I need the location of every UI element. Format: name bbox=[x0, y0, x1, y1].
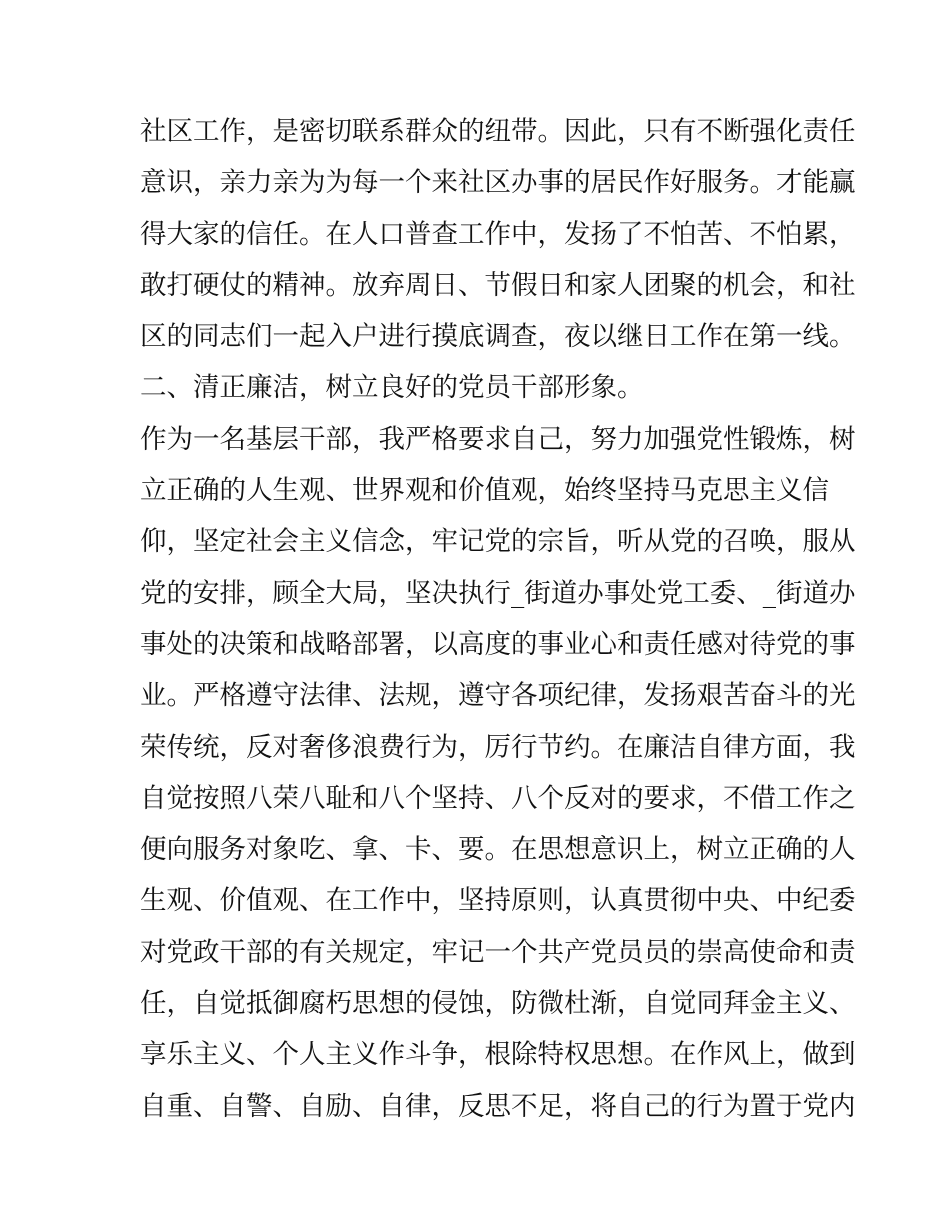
body-text bbox=[140, 106, 856, 1132]
text-line: 仰，坚定社会主义信念，牢记党的宗旨，听从党的召唤，服从 bbox=[140, 526, 856, 558]
text-line: 意识，亲力亲为为每一个来社区办事的居民作好服务。才能赢 bbox=[140, 167, 856, 199]
text-line: 业。严格遵守法律、法规，遵守各项纪律，发扬艰苦奋斗的光 bbox=[140, 680, 856, 712]
text-line: 敢打硬仗的精神。放弃周日、节假日和家人团聚的机会，和社 bbox=[140, 269, 856, 301]
text-line: 区的同志们一起入户进行摸底调查，夜以继日工作在第一线。 bbox=[140, 321, 856, 353]
text-line: 荣传统，反对奢侈浪费行为，厉行节约。在廉洁自律方面，我 bbox=[140, 731, 856, 763]
text-line: 社区工作，是密切联系群众的纽带。因此，只有不断强化责任 bbox=[140, 116, 856, 147]
text-line: 自觉按照八荣八耻和八个坚持、八个反对的要求，不借工作之 bbox=[140, 782, 856, 814]
text-line: 党的安排，顾全大局，坚决执行_街道办事处党工委、_街道办 bbox=[140, 577, 856, 609]
text-line: 立正确的人生观、世界观和价值观，始终坚持马克思主义信 bbox=[140, 475, 829, 507]
text-line: 便向服务对象吃、拿、卡、要。在思想意识上，树立正确的人 bbox=[140, 834, 856, 866]
text-line: 自重、自警、自励、自律，反思不足，将自己的行为置于党内 bbox=[140, 1090, 856, 1122]
text-line: 任，自觉抵御腐朽思想的侵蚀，防微杜渐，自觉同拜金主义、 bbox=[140, 988, 856, 1020]
text-line: 享乐主义、个人主义作斗争，根除特权思想。在作风上，做到 bbox=[140, 1039, 856, 1071]
text-line: 得大家的信任。在人口普查工作中，发扬了不怕苦、不怕累， bbox=[140, 218, 856, 250]
text-line: 事处的决策和战略部署，以高度的事业心和责任感对待党的事 bbox=[140, 628, 856, 660]
text-line: 生观、价值观、在工作中，坚持原则，认真贯彻中央、中纪委 bbox=[140, 885, 856, 917]
text-line: 作为一名基层干部，我严格要求自己，努力加强党性锻炼，树 bbox=[140, 423, 856, 455]
text-line: 对党政干部的有关规定，牢记一个共产党员员的崇高使命和责 bbox=[140, 936, 856, 968]
section-heading: 二、清正廉洁，树立良好的党员干部形象。 bbox=[140, 372, 644, 404]
